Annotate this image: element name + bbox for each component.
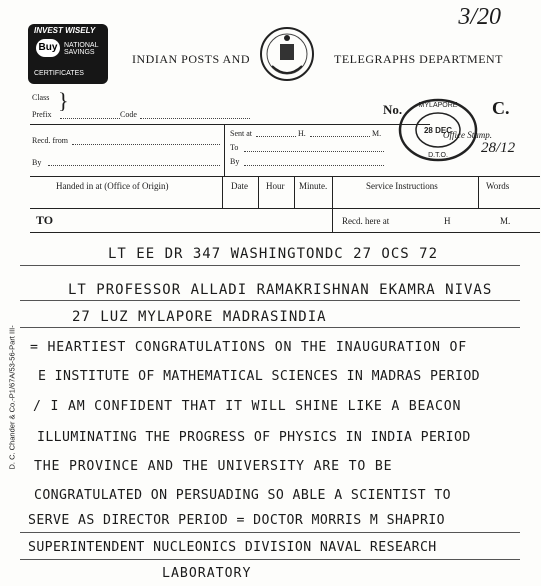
form-no-label: No. <box>383 102 403 117</box>
message-line-3: 27 LUZ MYLAPORE MADRASINDIA <box>72 309 327 325</box>
sent-at-label: Sent at <box>230 129 252 138</box>
recd-from-label: Recd. from <box>32 136 68 145</box>
stamp-bottom: D.T.O. <box>428 152 448 159</box>
handwritten-stamp-note: 28/12 <box>481 140 516 156</box>
col-service: Service Instructions <box>366 181 438 191</box>
office-stamp-label: Office Stamp. <box>443 130 492 140</box>
class-label: Class <box>32 93 50 102</box>
recd-here-label: Recd. here at <box>342 216 390 226</box>
badge-line3: CERTIFICATES <box>34 70 84 77</box>
to-label: TO <box>36 213 54 227</box>
message-line-2: LT PROFESSOR ALLADI RAMAKRISHNAN EKAMRA NIVAS <box>68 282 493 298</box>
col-words: Words <box>486 181 510 191</box>
message-line-11: SUPERINTENDENT NUCLEONICS DIVISION NAVAL RESEARCH <box>28 540 437 555</box>
message-line-7: ILLUMINATING THE PROGRESS OF PHYSICS IN INDIA PERIOD <box>37 430 471 445</box>
by-label: By <box>32 158 42 167</box>
message-line-10: SERVE AS DIRECTOR PERIOD = DOCTOR MORRIS M SHAPRIO <box>28 513 445 528</box>
badge-line2: NATIONAL SAVINGS <box>64 42 99 56</box>
savings-badge <box>28 24 108 84</box>
stamp-top: MYLAPORE <box>418 102 458 109</box>
recd-m: M. <box>500 216 511 226</box>
col-handed-in: Handed in at (Office of Origin) <box>56 181 169 191</box>
col-minute: Minute. <box>299 181 328 191</box>
dept-left: INDIAN POSTS AND <box>132 52 251 66</box>
handwritten-number: 3/20 <box>458 4 501 30</box>
brace: } <box>58 88 69 113</box>
sent-h: H. <box>298 129 306 138</box>
prefix-label: Prefix <box>32 110 52 119</box>
side-printer-text: D. C. Chander & Co.-P1/67A/53-56-Part III- <box>7 325 17 470</box>
message-line-4: = HEARTIEST CONGRATULATIONS ON THE INAUGURATION OF <box>30 340 467 355</box>
message-line-1: LT EE DR 347 WASHINGTONDC 27 OCS 72 <box>108 246 439 262</box>
emblem-icon <box>258 26 316 88</box>
col-date: Date <box>231 181 248 191</box>
message-line-12: LABORATORY <box>162 566 252 581</box>
message-line-9: CONGRATULATED ON PERSUADING SO ABLE A SCIENTIST TO <box>34 488 451 503</box>
col-hour: Hour <box>266 181 285 191</box>
message-line-5: E INSTITUTE OF MATHEMATICAL SCIENCES IN MADRAS PERIOD <box>38 369 480 384</box>
by2-label: By <box>230 157 240 166</box>
form-letter: C. <box>492 98 510 118</box>
message-line-8: THE PROVINCE AND THE UNIVERSITY ARE TO BE <box>34 459 393 474</box>
dept-right: TELEGRAPHS DEPARTMENT <box>334 52 504 66</box>
to-small-label: To <box>230 143 239 152</box>
message-line-6: / I AM CONFIDENT THAT IT WILL SHINE LIKE A BEACON <box>33 399 462 414</box>
code-label: Code <box>120 110 137 119</box>
badge-line1: INVEST WISELY <box>34 26 96 35</box>
stamp-date: 28 DEC <box>423 126 453 135</box>
badge-buy: Buy <box>36 39 60 57</box>
sent-m: M. <box>372 129 382 138</box>
recd-h: H <box>444 216 451 226</box>
